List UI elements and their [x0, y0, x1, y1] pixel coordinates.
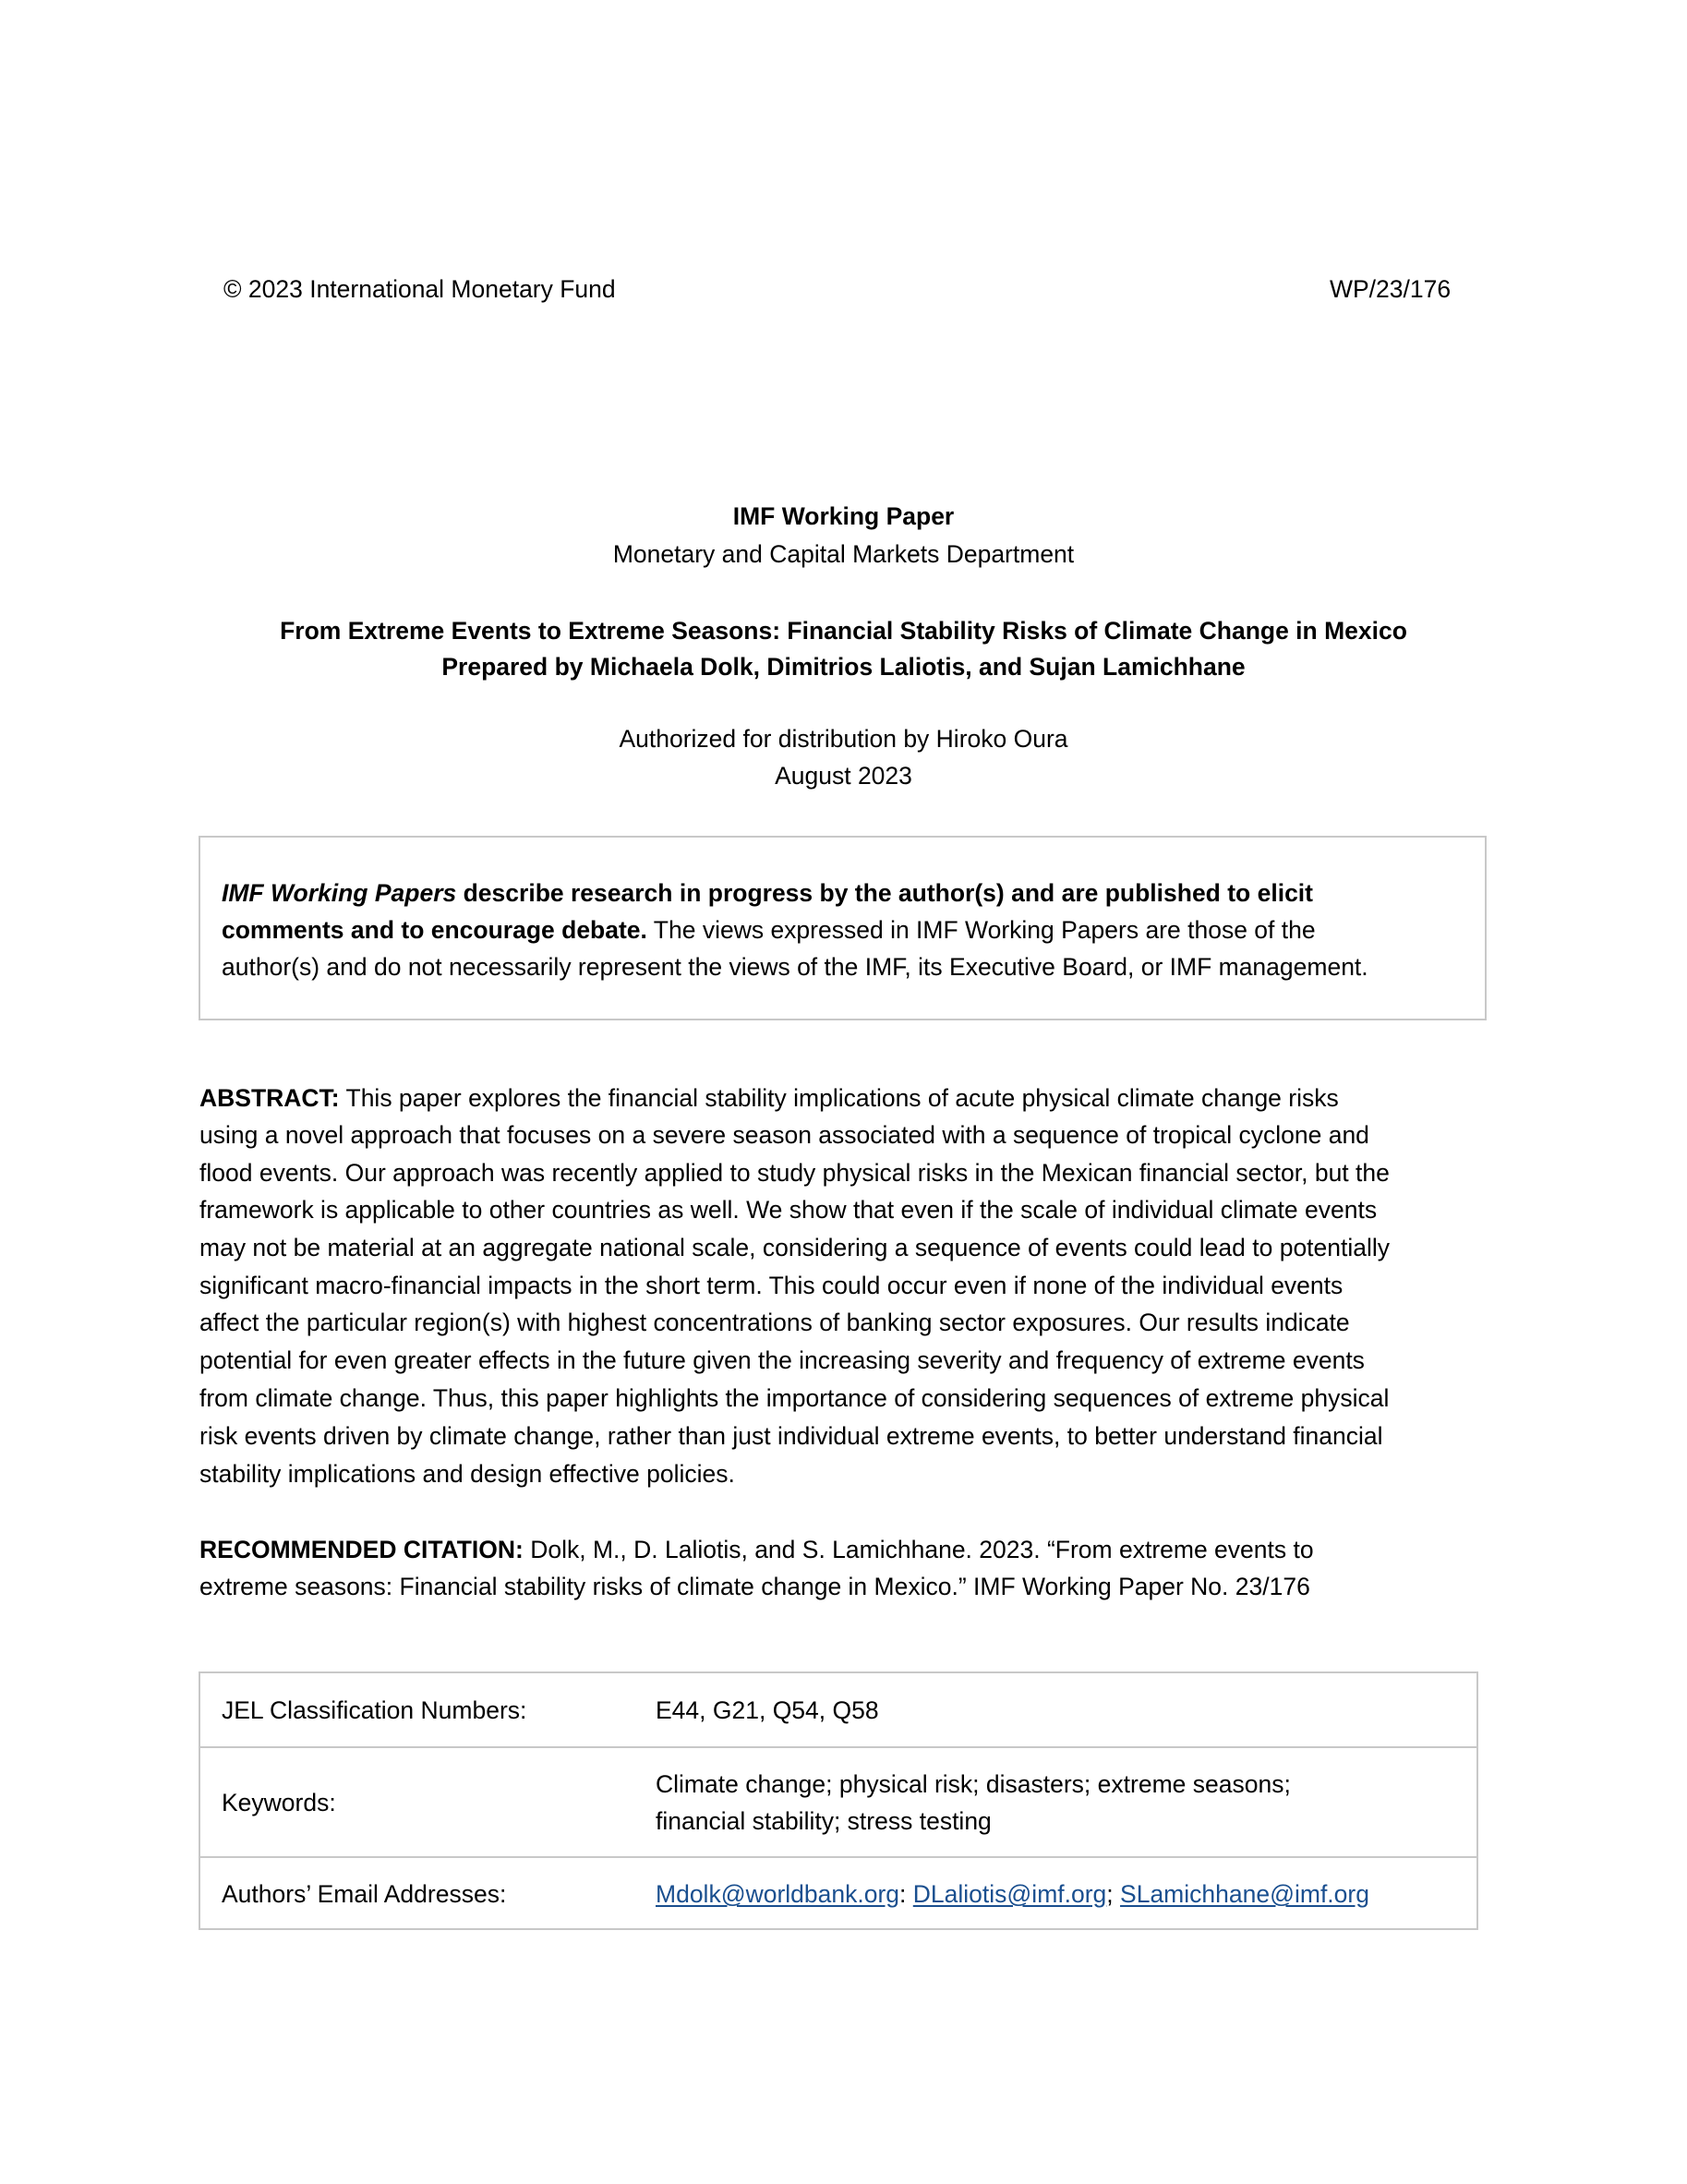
- citation-text: Dolk, M., D. Laliotis, and S. Lamichhane. 2023. “From extreme events to: [523, 1536, 1314, 1563]
- authorized-by: Authorized for distribution by Hiroko Oura: [619, 725, 1068, 753]
- info-table: [199, 1671, 1478, 1930]
- disclaimer-line: [222, 911, 1316, 948]
- disclaimer-bold: comments and to encourage debate.: [222, 916, 647, 944]
- table-row-emails: [200, 1856, 1476, 1928]
- email-list: [656, 1876, 1369, 1913]
- disclaimer-bold: describe research in progress by the author(s) and are published to elicit: [456, 879, 1313, 907]
- abstract-line: [199, 1080, 1339, 1116]
- jel-codes: E44, G21, Q54, Q58: [656, 1696, 879, 1724]
- abstract-line: flood events. Our approach was recently applied to study physical risks in the Mexican financial sector, but the: [199, 1159, 1390, 1187]
- abstract-text: This paper explores the financial stability implications of acute physical climate change risks: [339, 1084, 1339, 1112]
- citation-label: RECOMMENDED CITATION:: [199, 1536, 524, 1563]
- email-separator: :: [899, 1880, 913, 1908]
- keywords-line: Climate change; physical risk; disasters; extreme seasons;: [656, 1770, 1291, 1798]
- table-row-jel: [200, 1673, 1476, 1747]
- abstract-line: affect the particular region(s) with highest concentrations of banking sector exposures. Our results indicate: [199, 1309, 1350, 1336]
- disclaimer-line: [222, 875, 1313, 911]
- abstract-line: framework is applicable to other countries as well. We show that even if the scale of individual climate events: [199, 1196, 1378, 1224]
- abstract-line: may not be material at an aggregate national scale, considering a sequence of events could lead to potentially: [199, 1234, 1391, 1261]
- abstract-line: significant macro-financial impacts in the short term. This could occur even if none of the individual events: [199, 1272, 1344, 1299]
- paper-number: WP/23/176: [1330, 275, 1452, 303]
- disclaimer-box: [199, 836, 1487, 1020]
- series-title: IMF Working Paper: [732, 502, 955, 530]
- citation-line: extreme seasons: Financial stability risks of climate change in Mexico.” IMF Working Paper No. 23/176: [199, 1573, 1310, 1600]
- abstract-line: risk events driven by climate change, rather than just individual extreme events, to better understand financial: [199, 1422, 1383, 1450]
- citation-line: [199, 1531, 1314, 1568]
- disclaimer-lead: IMF Working Papers: [222, 879, 457, 907]
- jel-label: JEL Classification Numbers:: [222, 1696, 527, 1724]
- abstract-label: ABSTRACT:: [199, 1084, 340, 1112]
- keywords-line: financial stability; stress testing: [656, 1807, 992, 1835]
- paper-title: From Extreme Events to Extreme Seasons: Financial Stability Risks of Climate Change in Mexico: [280, 617, 1407, 645]
- email-separator: ;: [1106, 1880, 1121, 1908]
- emails-label: Authors’ Email Addresses:: [222, 1880, 507, 1908]
- table-row-keywords: [200, 1746, 1476, 1857]
- abstract-line: stability implications and design effective policies.: [199, 1460, 735, 1488]
- abstract-line: using a novel approach that focuses on a severe season associated with a sequence of tropical cyclone and: [199, 1121, 1369, 1149]
- disclaimer-line: [222, 948, 1368, 985]
- disclaimer-text: The views expressed in IMF Working Papers are those of the: [646, 916, 1316, 944]
- keywords-label: Keywords:: [222, 1789, 336, 1816]
- abstract-line: from climate change. Thus, this paper highlights the importance of considering sequences of extreme physical: [199, 1384, 1390, 1412]
- email-link-dolk[interactable]: Mdolk@worldbank.org: [656, 1880, 900, 1908]
- department: Monetary and Capital Markets Department: [612, 540, 1075, 568]
- authors: Prepared by Michaela Dolk, Dimitrios Laliotis, and Sujan Lamichhane: [441, 653, 1246, 681]
- disclaimer-text: author(s) and do not necessarily represent the views of the IMF, its Executive Board, or IMF management.: [222, 953, 1368, 981]
- email-link-lamichhane[interactable]: SLamichhane@imf.org: [1120, 1880, 1369, 1908]
- email-link-laliotis[interactable]: DLaliotis@imf.org: [912, 1880, 1107, 1908]
- publication-date: August 2023: [775, 762, 912, 790]
- copyright-notice: © 2023 International Monetary Fund: [223, 275, 616, 303]
- abstract-line: potential for even greater effects in the future given the increasing severity and frequency of extreme events: [199, 1346, 1365, 1374]
